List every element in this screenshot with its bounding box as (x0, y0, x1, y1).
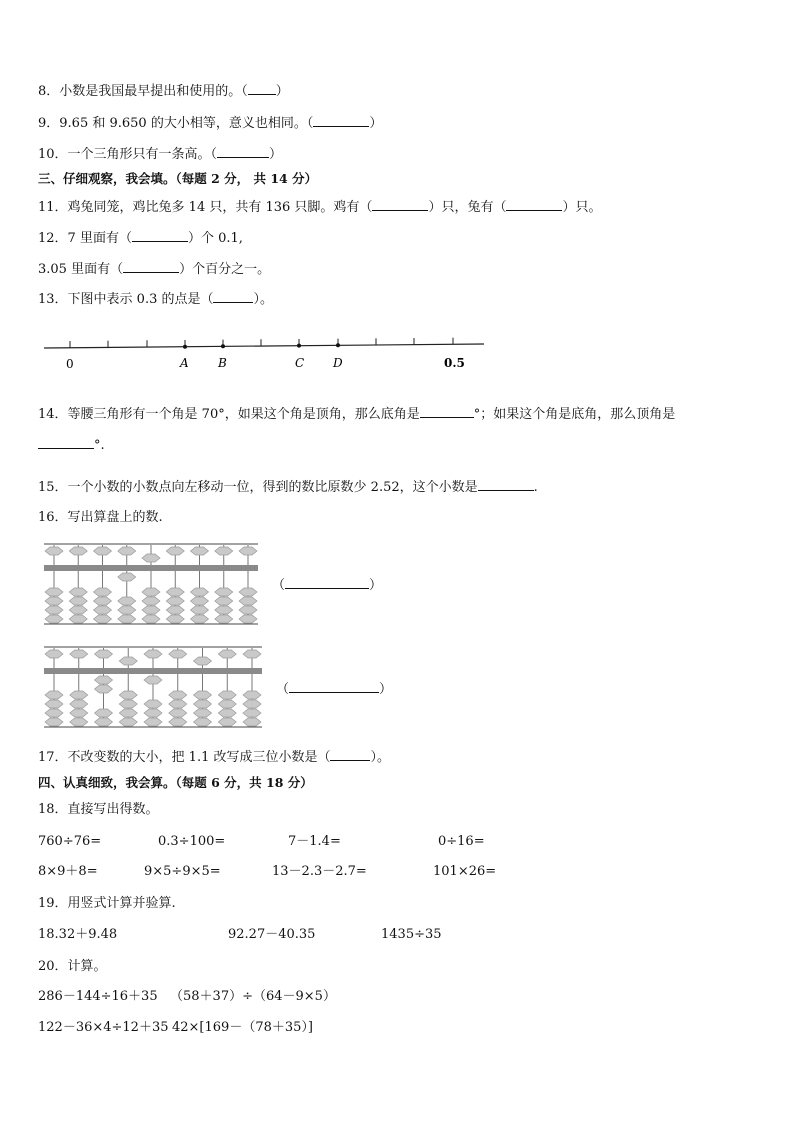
answer-blank[interactable] (330, 748, 370, 761)
q18-expr: 9×5÷9×5= (144, 864, 221, 879)
q18-expr: 13－2.3－2.7= (272, 864, 367, 879)
question-8: 8．小数是我国最早提出和使用的。（ ） (38, 84, 289, 99)
question-13: 13．下图中表示 0.3 的点是（ ）。 (38, 292, 273, 307)
label-d: D (333, 356, 343, 370)
abacus-bead (144, 718, 162, 726)
label-b: B (218, 356, 227, 370)
question-12b: 3.05 里面有（ ）个百分之一。 (38, 262, 271, 277)
question-11: 11．鸡兔同笼，鸡比兔多 14 只，共有 136 只脚。鸡有（ ）只，兔有（ ）只。 (38, 200, 602, 215)
abacus-bead (45, 588, 63, 596)
abacus-bead (144, 700, 162, 708)
number-line-axis (44, 344, 484, 348)
abacus-bead (215, 597, 233, 605)
abacus-bead (194, 657, 212, 665)
abacus-bead (239, 606, 257, 614)
abacus-bead (191, 547, 209, 555)
abacus-bead (215, 606, 233, 614)
abacus-bead (215, 588, 233, 596)
question-16: 16．写出算盘上的数. (38, 510, 163, 525)
abacus-bead (142, 588, 160, 596)
abacus-bead (119, 718, 137, 726)
abacus-bead (118, 606, 136, 614)
abacus-bead (218, 709, 236, 717)
q20-expr: （58＋37）÷（64－9×5） (170, 989, 336, 1004)
question-10: 10．一个三角形只有一条高。（ ） (38, 147, 283, 162)
abacus-bead (169, 691, 187, 699)
abacus-bead (144, 709, 162, 717)
abacus-bead (45, 547, 63, 555)
abacus-bead (70, 709, 88, 717)
q18-expr: 101×26= (433, 864, 497, 879)
abacus-bead (69, 588, 87, 596)
abacus-bead (191, 588, 209, 596)
abacus-bead (142, 615, 160, 623)
q18-expr: 8×9＋8= (38, 864, 98, 879)
answer-blank[interactable] (313, 114, 369, 127)
answer-blank[interactable] (289, 680, 379, 693)
abacus-bead (166, 606, 184, 614)
abacus-bead (69, 615, 87, 623)
abacus-bead (94, 597, 112, 605)
abacus-bead (94, 606, 112, 614)
q20-expr: 286－144÷16＋35 (38, 989, 158, 1004)
abacus-bead (142, 597, 160, 605)
q20-expr: 122－36×4÷12＋35 (38, 1020, 169, 1035)
abacus-bead (119, 700, 137, 708)
abacus-1-answer: （ ） (272, 578, 383, 593)
question-14: 14．等腰三角形有一个角是 70°，如果这个角是顶角，那么底角是 °；如果这个角是底角，那么顶角是 (38, 407, 676, 422)
abacus-bead (70, 700, 88, 708)
abacus-bead (169, 718, 187, 726)
answer-blank[interactable] (123, 260, 179, 273)
abacus-bead (194, 700, 212, 708)
section-4-heading: 四、认真细致，我会算。（每题 6 分，共 18 分） (38, 775, 313, 790)
abacus-bead (166, 547, 184, 555)
label-c: C (295, 356, 305, 370)
abacus-1 (44, 543, 262, 625)
abacus-bead (45, 597, 63, 605)
abacus-bead (169, 700, 187, 708)
abacus-bead (243, 709, 261, 717)
abacus-bead (95, 685, 113, 693)
point-d-dot (336, 343, 340, 347)
question-9: 9．9.65 和 9.650 的大小相等，意义也相同。（ ） (38, 116, 383, 131)
abacus-bead (218, 700, 236, 708)
abacus-bead (95, 709, 113, 717)
abacus-bead (166, 597, 184, 605)
abacus-2-answer: （ ） (276, 682, 393, 697)
abacus-bead (95, 676, 113, 684)
question-14-cont: °. (38, 436, 105, 455)
question-15: 15．一个小数的小数点向左移动一位，得到的数比原数少 2.52，这个小数是 . (38, 480, 538, 495)
answer-blank[interactable] (285, 576, 369, 589)
abacus-bead (239, 547, 257, 555)
answer-blank[interactable] (132, 229, 188, 242)
abacus-bead (95, 718, 113, 726)
abacus-bead (118, 573, 136, 581)
answer-blank-base-angle[interactable] (420, 405, 474, 418)
abacus-bead (239, 615, 257, 623)
abacus-bead (70, 691, 88, 699)
abacus-bead (144, 676, 162, 684)
abacus-bead (119, 691, 137, 699)
question-19: 19．用竖式计算并验算. (38, 896, 176, 911)
abacus-bead (118, 547, 136, 555)
question-20: 20．计算。 (38, 959, 107, 974)
abacus-bead (70, 718, 88, 726)
abacus-bead (191, 615, 209, 623)
abacus-bead (243, 718, 261, 726)
q20-expr: 42×[169－（78＋35）] (172, 1020, 313, 1035)
abacus-bead (239, 597, 257, 605)
abacus-bead (169, 650, 187, 658)
answer-blank[interactable] (248, 82, 276, 95)
abacus-bead (218, 650, 236, 658)
abacus-bead (215, 615, 233, 623)
question-12a: 12．7 里面有（ ）个 0.1, (38, 231, 243, 246)
abacus-bead (142, 554, 160, 562)
abacus-bead (194, 691, 212, 699)
question-17: 17．不改变数的大小，把 1.1 改写成三位小数是（ ）。 (38, 750, 390, 765)
abacus-bead (45, 709, 63, 717)
abacus-bead (94, 547, 112, 555)
label-zero: 0 (66, 357, 74, 371)
answer-blank-rabbit[interactable] (506, 198, 562, 211)
answer-blank-vertex-angle[interactable] (38, 436, 94, 449)
abacus-bead (142, 606, 160, 614)
abacus-bead (94, 588, 112, 596)
abacus-bead (45, 650, 63, 658)
label-a: A (180, 356, 189, 370)
q18-expr: 0.3÷100= (158, 834, 226, 849)
answer-blank-chicken[interactable] (372, 198, 428, 211)
q18-expr: 7－1.4= (288, 834, 341, 849)
abacus-bead (169, 709, 187, 717)
q19-expr: 1435÷35 (381, 927, 442, 942)
answer-blank[interactable] (478, 478, 534, 491)
abacus-bead (119, 657, 137, 665)
abacus-bead (243, 650, 261, 658)
abacus-bead (194, 709, 212, 717)
abacus-bead (45, 606, 63, 614)
abacus-bead (239, 588, 257, 596)
abacus-bead (69, 597, 87, 605)
abacus-bead (94, 615, 112, 623)
abacus-bead (166, 615, 184, 623)
section-3-heading: 三、仔细观察，我会填。（每题 2 分， 共 14 分） (38, 171, 318, 186)
point-c-dot (297, 344, 301, 348)
abacus-bead (191, 597, 209, 605)
abacus-bead (45, 700, 63, 708)
q19-expr: 18.32＋9.48 (38, 927, 118, 942)
abacus-2 (44, 646, 266, 728)
abacus-bead (166, 588, 184, 596)
point-b-dot (221, 344, 225, 348)
abacus-bead (45, 615, 63, 623)
q19-expr: 92.27－40.35 (228, 927, 316, 942)
abacus-bead (69, 547, 87, 555)
abacus-bead (69, 606, 87, 614)
abacus-bead (119, 709, 137, 717)
point-a-dot (183, 345, 187, 349)
q18-expr: 760÷76= (38, 834, 102, 849)
abacus-bead (45, 691, 63, 699)
number-line (40, 330, 490, 375)
q18-expr: 0÷16= (438, 834, 485, 849)
abacus-bead (95, 650, 113, 658)
abacus-bead (194, 718, 212, 726)
abacus-bead (218, 718, 236, 726)
abacus-bead (118, 597, 136, 605)
abacus-bead (144, 650, 162, 658)
question-18: 18．直接写出得数。 (38, 802, 159, 817)
answer-blank[interactable] (213, 290, 253, 303)
abacus-bead (118, 615, 136, 623)
label-half: 0.5 (444, 356, 465, 370)
abacus-bead (243, 700, 261, 708)
abacus-bead (218, 691, 236, 699)
abacus-bead (215, 547, 233, 555)
abacus-bead (70, 650, 88, 658)
abacus-bead (45, 718, 63, 726)
answer-blank[interactable] (217, 145, 269, 158)
abacus-bead (243, 691, 261, 699)
abacus-bead (191, 606, 209, 614)
